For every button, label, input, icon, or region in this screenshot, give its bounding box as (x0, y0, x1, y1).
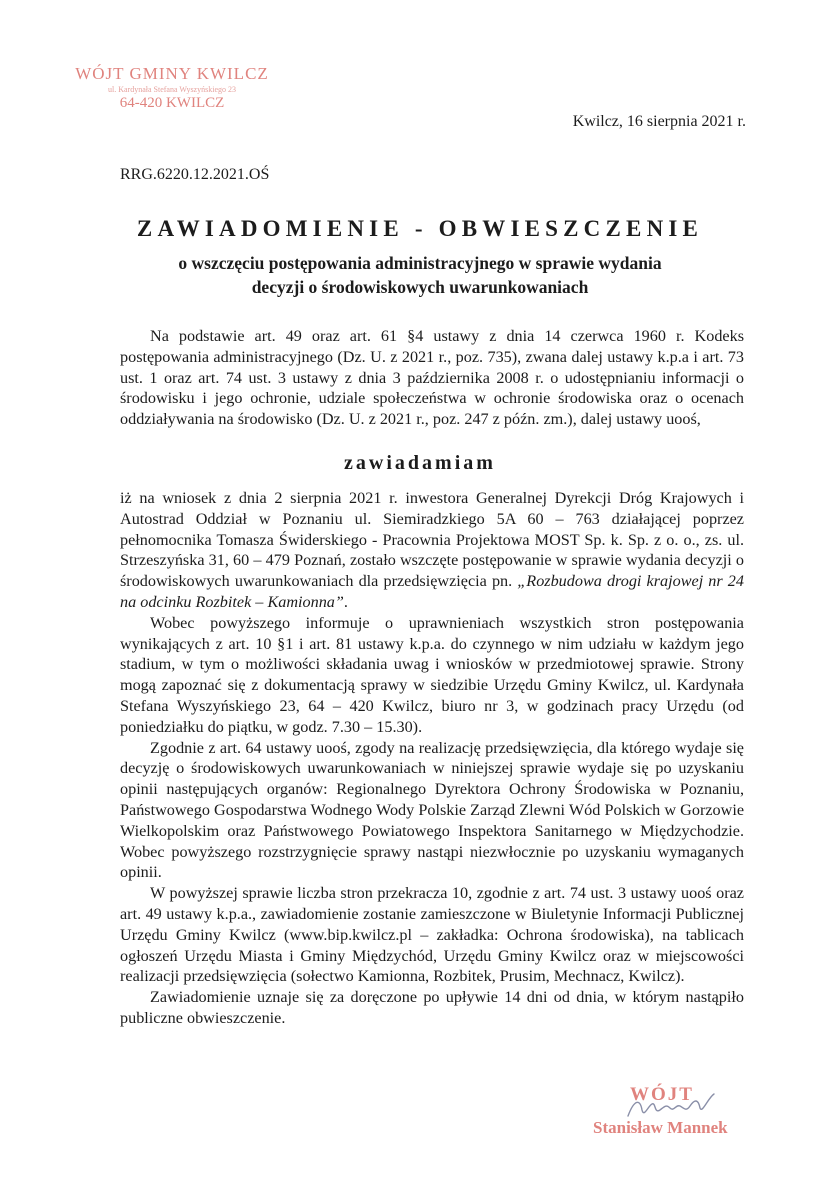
stamp-line-1: WÓJT GMINY KWILCZ (75, 64, 269, 83)
body-text (120, 488, 744, 1029)
stamp-line-3: 64-420 KWILCZ (119, 94, 225, 111)
subtitle-line-2: decyzji o środowiskowych uwarunkowaniach (251, 277, 589, 297)
paragraph-2: Wobec powyższego informuje o uprawnieniach wszystkich stron postępowania wynikających z art. 10 §1 i art. 81 ustawy k.p.a. do czynnego w nim udziału w każdym jego stadium, w tym o możliwości składania uwag i wniosków w przedmiotowej sprawie. Strony mogą zapoznać się z dokumentacją sprawy w siedzibie Urzędu Gminy Kwilcz, ul. Kardynała Stefana Wyszyńskiego 23, 64 – 420 Kwilcz, biuro nr 3, w godzinach pracy Urzędu (od poniedziałku do piątku, w godz. 7.30 – 15.30). (120, 613, 744, 736)
mayor-stamp-name: Stanisław Mannek (593, 1118, 728, 1137)
document-title: ZAWIADOMIENIE - OBWIESZCZENIE (136, 216, 704, 241)
paragraph-5: Zawiadomienie uznaje się za doręczone po upływie 14 dni od dnia, w którym nastąpiło publiczne obwieszczenie. (120, 988, 744, 1027)
place-date: Kwilcz, 16 sierpnia 2021 r. (572, 113, 746, 130)
document-subtitle (0, 251, 840, 299)
mayor-stamp-title: WÓJT (630, 1084, 694, 1105)
paragraph-1 (120, 488, 744, 613)
paragraph-4: W powyższej sprawie liczba stron przekracza 10, zgodnie z art. 74 ust. 3 ustawy uooś oraz art. 49 ustawy k.p.a., zawiadomienie zostanie zamieszczone w Biuletynie Informacji Publicznej Urzędu Gminy Kwilcz (www.bip.kwilcz.pl – zakładka: Ochrona środowiska), na tablicach ogłoszeń Urzędu Miasta i Gminy Międzychód, Urzędu Gminy Kwilcz oraz w miejscowości realizacji przedsięwzięcia (sołectwo Kamionna, Rozbitek, Prusim, Mechnacz, Kwilcz). (120, 884, 744, 986)
case-signature: RRG.6220.12.2021.OŚ (120, 166, 270, 183)
intro-paragraph (120, 326, 744, 430)
office-stamp (62, 64, 282, 112)
paragraph-1-text: iż na wniosek z dnia 2 sierpnia 2021 r. inwestora Generalnej Dyrekcji Dróg Krajowych i Autostrad Oddział w Poznaniu ul. Siemiradzkiego 5A 60 – 763 działającej poprzez pełnomocnika Tomasza Świderskiego - Pracownia Projektowa MOST Sp. k. Sp. z o. o., zs. ul. Strzeszyńska 31, 60 – 479 Poznań, zostało wszczęte postępowanie w sprawie wydania decyzji o środowiskowych uwarunkowaniach dla przedsięwzięcia pn. (120, 489, 744, 591)
announcement-heading: zawiadamiam (344, 452, 496, 474)
paragraph-1-end: . (343, 592, 348, 611)
subtitle-line-1: o wszczęciu postępowania administracyjnego w sprawie wydania (178, 253, 662, 273)
intro-text: Na podstawie art. 49 oraz art. 61 §4 ustawy z dnia 14 czerwca 1960 r. Kodeks postępowania administracyjnego (Dz. U. z 2021 r., poz. 735), zwana dalej ustawy k.p.a i art. 73 ust. 1 oraz art. 74 ust. 3 ustawy z dnia 3 października 2008 r. o udostępnianiu informacji o środowisku i jego ochronie, udziale społeczeństwa w ochronie środowiska oraz o ocenach oddziaływania na środowisko (Dz. U. z 2021 r., poz. 247 z późn. zm.), dalej ustawy uooś, (120, 327, 744, 429)
mayor-stamp (580, 1078, 750, 1158)
project-name: „Rozbudowa drogi krajowej nr 24 na odcinku Rozbitek – Kamionna” (120, 572, 744, 611)
paragraph-3: Zgodnie z art. 64 ustawy uooś, zgody na realizację przedsięwzięcia, dla którego wydaje się decyzję o środowiskowych uwarunkowaniach w niniejszej sprawie wydaje się po uzyskaniu opinii następujących organów: Regionalnego Dyrektora Ochrony Środowiska w Poznaniu, Państwowego Gospodarstwa Wodnego Wody Polskie Zarząd Zlewni Wód Polskich w Gorzowie Wielkopolskim oraz Państwowego Powiatowego Inspektora Sanitarnego w Międzychodzie. Wobec powyższego rozstrzygnięcie sprawy nastąpi niezwłocznie po uzyskaniu wymaganych opinii. (120, 738, 744, 882)
stamp-line-2: ul. Kardynała Stefana Wyszyńskiego 23 (107, 84, 236, 94)
